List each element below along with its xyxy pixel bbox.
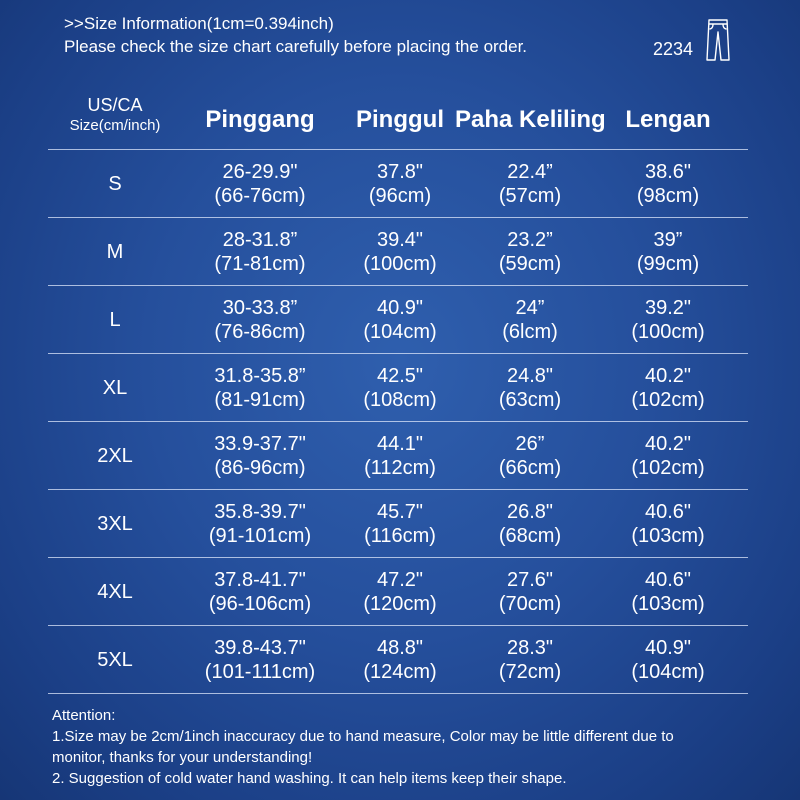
measurement-cell xyxy=(455,364,605,412)
inch-value: 38.6" xyxy=(644,161,692,183)
column-header-paha-keliling: Paha Keliling xyxy=(455,106,606,133)
cm-value: (59cm) xyxy=(498,253,562,275)
cm-value: (102cm) xyxy=(631,389,705,411)
inch-value: 24.8" xyxy=(506,365,554,387)
cm-value: (86-96cm) xyxy=(214,457,306,479)
inch-value: 35.8-39.7" xyxy=(214,501,306,523)
cm-value: (70cm) xyxy=(498,593,562,615)
measurement-cell xyxy=(455,228,605,276)
cm-value: (66-76cm) xyxy=(214,185,306,207)
inch-value: 40.2" xyxy=(644,365,692,387)
cm-value: (81-91cm) xyxy=(214,389,306,411)
inch-value: 31.8-35.8” xyxy=(214,365,306,387)
cm-value: (112cm) xyxy=(364,457,436,479)
measurement-cell xyxy=(455,568,605,616)
inch-value: 37.8-41.7" xyxy=(214,569,306,591)
size-label: 5XL xyxy=(97,649,133,671)
inch-value: 40.6" xyxy=(644,569,692,591)
cm-value: (104cm) xyxy=(631,661,705,683)
cm-value: (104cm) xyxy=(363,321,437,343)
pants-icon xyxy=(705,18,731,62)
measurement-cell xyxy=(330,160,470,208)
size-check-notice: Please check the size chart carefully before placing the order. xyxy=(64,37,528,56)
cm-value: (98cm) xyxy=(636,185,700,207)
cm-value: (120cm) xyxy=(363,593,437,615)
measurement-cell xyxy=(190,296,330,344)
cm-value: (91-101cm) xyxy=(208,525,312,547)
inch-value: 39.4" xyxy=(376,229,424,251)
measurement-cell xyxy=(598,160,738,208)
table-row xyxy=(0,286,800,354)
cm-value: (101-111cm) xyxy=(204,661,316,683)
size-info-header xyxy=(64,12,527,58)
inch-value: 28.3" xyxy=(506,637,554,659)
inch-value: 33.9-37.7" xyxy=(214,433,306,455)
column-header-pinggang: Pinggang xyxy=(205,106,315,133)
cm-value: (124cm) xyxy=(363,661,437,683)
cm-value: (63cm) xyxy=(498,389,562,411)
size-label: XL xyxy=(102,377,128,399)
measurement-cell xyxy=(330,296,470,344)
size-column-header xyxy=(55,94,175,136)
attention-note-2: 2. Suggestion of cold water hand washing. It can help items keep their shape. xyxy=(52,770,567,787)
column-header-lengan: Lengan xyxy=(625,106,711,133)
measurement-cell xyxy=(598,636,738,684)
cm-value: (108cm) xyxy=(363,389,437,411)
measurement-cell xyxy=(330,432,470,480)
measurement-cell xyxy=(598,568,738,616)
inch-value: 22.4” xyxy=(507,161,553,183)
cm-value: (57cm) xyxy=(498,185,562,207)
measurement-cell xyxy=(190,636,330,684)
measurement-cell xyxy=(598,364,738,412)
size-label: 3XL xyxy=(97,513,133,535)
cm-value: (96-106cm) xyxy=(208,593,312,615)
inch-value: 27.6" xyxy=(506,569,554,591)
measurement-cell xyxy=(455,160,605,208)
cm-value: (103cm) xyxy=(631,593,705,615)
table-row xyxy=(0,150,800,218)
table-row xyxy=(0,422,800,490)
measurement-cell xyxy=(598,500,738,548)
measurement-cell xyxy=(190,432,330,480)
measurement-cell xyxy=(190,228,330,276)
attention-note-1: 1.Size may be 2cm/1inch inaccuracy due to hand measure, Color may be little different due to xyxy=(52,728,674,745)
measurement-cell xyxy=(330,636,470,684)
inch-value: 45.7" xyxy=(376,501,424,523)
cm-value: (68cm) xyxy=(498,525,562,547)
cm-value: (96cm) xyxy=(368,185,432,207)
measurement-cell xyxy=(330,568,470,616)
attention-notes xyxy=(52,705,674,789)
inch-value: 37.8" xyxy=(376,161,424,183)
table-row xyxy=(0,354,800,422)
table-row xyxy=(0,490,800,558)
cm-value: (100cm) xyxy=(631,321,705,343)
cm-value: (76-86cm) xyxy=(214,321,306,343)
inch-value: 40.9" xyxy=(644,637,692,659)
measurement-cell xyxy=(598,296,738,344)
cm-value: (103cm) xyxy=(631,525,705,547)
cm-value: (116cm) xyxy=(364,525,436,547)
measurement-cell xyxy=(455,432,605,480)
inch-value: 28-31.8” xyxy=(222,229,298,251)
inch-value: 24” xyxy=(515,297,545,319)
product-code: 2234 xyxy=(653,39,694,59)
inch-value: 26-29.9" xyxy=(222,161,298,183)
measurement-cell xyxy=(330,364,470,412)
cm-value: (72cm) xyxy=(498,661,562,683)
inch-value: 44.1" xyxy=(376,433,424,455)
inch-value: 40.9" xyxy=(376,297,424,319)
size-label: 4XL xyxy=(97,581,133,603)
measurement-cell xyxy=(330,228,470,276)
attention-title: Attention: xyxy=(52,707,116,724)
measurement-cell xyxy=(190,364,330,412)
table-row xyxy=(0,558,800,626)
inch-value: 26.8" xyxy=(506,501,554,523)
measurement-cell xyxy=(598,432,738,480)
column-header-pinggul: Pinggul xyxy=(356,106,444,133)
size-info-title: >>Size Information(1cm=0.394inch) xyxy=(64,14,334,33)
inch-value: 40.6" xyxy=(644,501,692,523)
table-row xyxy=(0,218,800,286)
attention-note-1-cont: monitor, thanks for your understanding! xyxy=(52,749,313,766)
size-label: M xyxy=(106,241,124,263)
measurement-cell xyxy=(455,636,605,684)
inch-value: 39.2" xyxy=(644,297,692,319)
measurement-cell xyxy=(598,228,738,276)
size-label: S xyxy=(108,173,122,195)
inch-value: 39” xyxy=(653,229,683,251)
region-label: US/CA xyxy=(87,95,143,115)
table-row xyxy=(0,626,800,694)
measurement-cell xyxy=(455,296,605,344)
cm-value: (71-81cm) xyxy=(214,253,306,275)
cm-value: (66cm) xyxy=(498,457,562,479)
size-label: 2XL xyxy=(97,445,133,467)
measurement-cell xyxy=(190,568,330,616)
size-label: L xyxy=(109,309,121,331)
inch-value: 47.2" xyxy=(376,569,424,591)
inch-value: 40.2" xyxy=(644,433,692,455)
cm-value: (102cm) xyxy=(631,457,705,479)
inch-value: 42.5" xyxy=(376,365,424,387)
unit-label: Size(cm/inch) xyxy=(69,117,161,134)
inch-value: 39.8-43.7" xyxy=(214,637,306,659)
measurement-cell xyxy=(455,500,605,548)
measurement-cell xyxy=(190,500,330,548)
inch-value: 26” xyxy=(515,433,545,455)
cm-value: (99cm) xyxy=(636,253,700,275)
cm-value: (6lcm) xyxy=(502,321,558,343)
inch-value: 23.2” xyxy=(507,229,553,251)
cm-value: (100cm) xyxy=(363,253,437,275)
inch-value: 30-33.8” xyxy=(222,297,298,319)
measurement-cell xyxy=(190,160,330,208)
inch-value: 48.8" xyxy=(376,637,424,659)
measurement-cell xyxy=(330,500,470,548)
